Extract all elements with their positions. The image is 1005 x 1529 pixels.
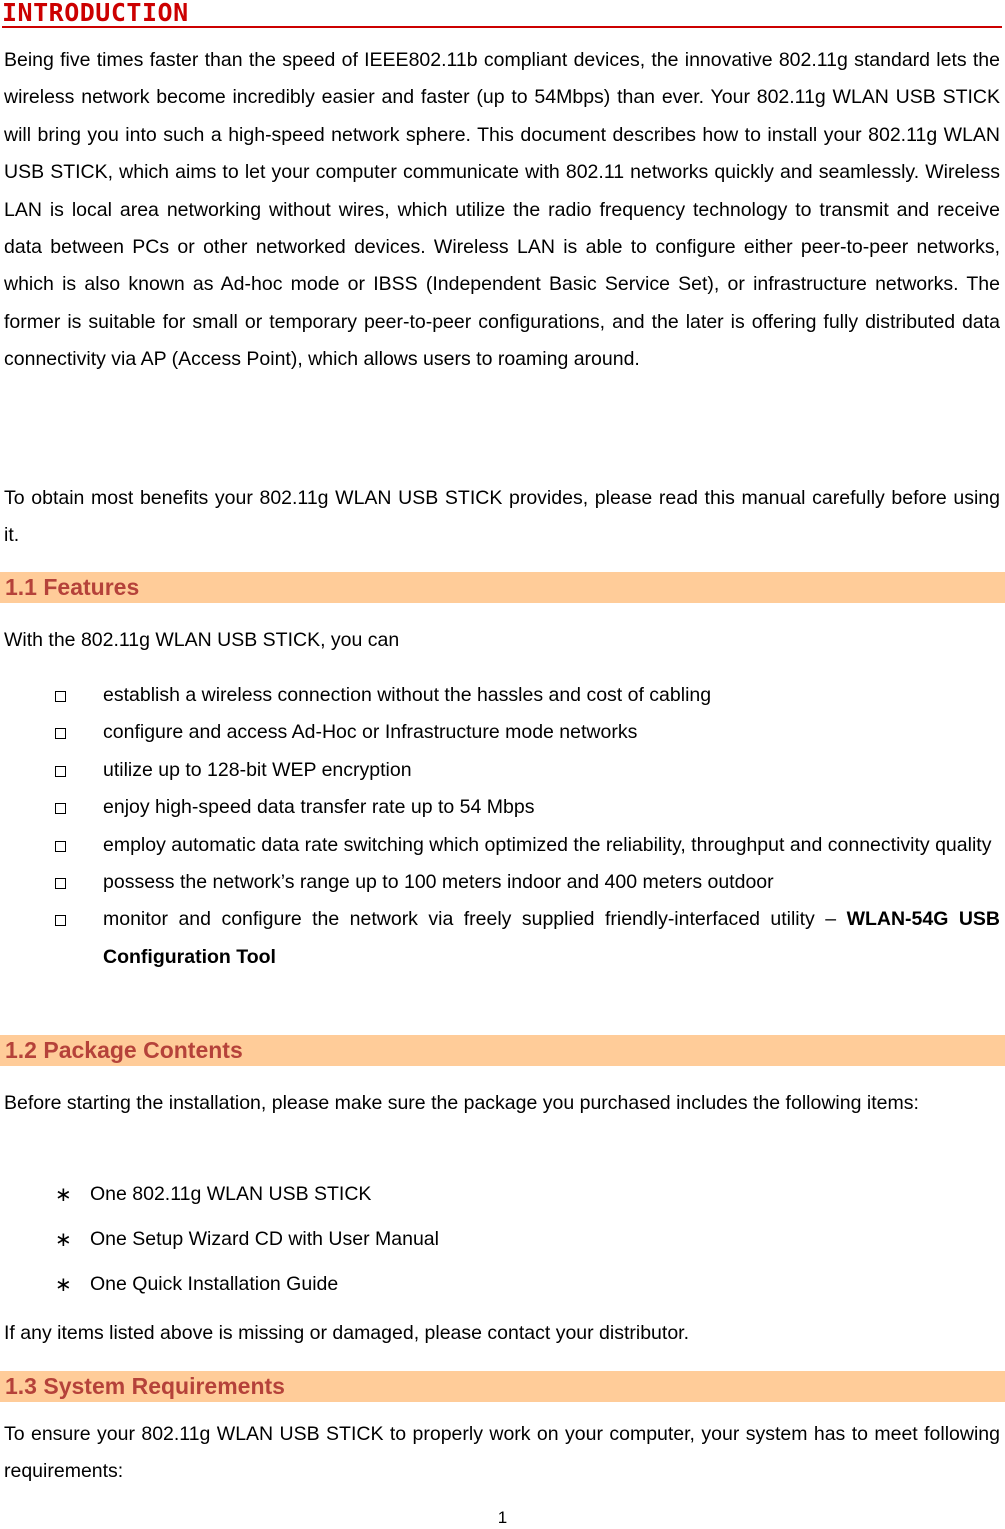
- checkbox-square-icon: [55, 841, 66, 852]
- page-title: INTRODUCTION: [2, 0, 1002, 28]
- section-requirements-heading: 1.3 System Requirements: [5, 1373, 285, 1399]
- intro-paragraph-2: To obtain most benefits your 802.11g WLAN USB STICK provides, please read this manual carefully before using it.: [4, 487, 1000, 547]
- feature-item: [0, 901, 1005, 976]
- section-features-heading: 1.1 Features: [5, 574, 140, 600]
- feature-item: establish a wireless connection without the hassles and cost of cabling: [0, 677, 1005, 714]
- section-features-bar: [0, 572, 1005, 603]
- package-item: ∗ One 802.11g WLAN USB STICK: [0, 1172, 1005, 1217]
- features-intro: With the 802.11g WLAN USB STICK, you can: [4, 629, 400, 651]
- feature-item: utilize up to 128-bit WEP encryption: [0, 752, 1005, 789]
- package-item: ∗ One Setup Wizard CD with User Manual: [0, 1217, 1005, 1262]
- feature-item: possess the network’s range up to 100 meters indoor and 400 meters outdoor: [0, 864, 1005, 901]
- package-outro: If any items listed above is missing or damaged, please contact your distributor.: [4, 1322, 690, 1344]
- features-list: [0, 677, 1005, 976]
- package-intro: Before starting the installation, please make sure the package you purchased includes the following items:: [4, 1092, 919, 1114]
- checkbox-square-icon: [55, 915, 66, 926]
- feature-item-text: monitor and configure the network via freely supplied friendly-interfaced utility –: [103, 908, 837, 931]
- asterisk-bullet-icon: ∗: [55, 1182, 72, 1206]
- checkbox-square-icon: [55, 728, 66, 739]
- asterisk-bullet-icon: ∗: [55, 1272, 72, 1296]
- feature-item: employ automatic data rate switching which optimized the reliability, throughput and connectivity quality: [0, 827, 1005, 864]
- checkbox-square-icon: [55, 766, 66, 777]
- configuration-tool-name: WLAN-54G USB Configuration Tool: [103, 908, 1001, 968]
- checkbox-square-icon: [55, 691, 66, 702]
- intro-paragraph-1: Being five times faster than the speed of IEEE802.11b compliant devices, the innovative 802.11g standard lets the wireless network become incredibly easier and faster (up to 54Mbps) than ever. Your 802.11g WLAN USB STICK will bring you into such a high-speed network sphere. This document describes how to install your 802.11g WLAN USB STICK, which aims to let your computer communicate with 802.11 networks quickly and seamlessly. Wireless LAN is local area networking without wires, which utilize the radio frequency technology to transmit and receive data between PCs or other networked devices. Wireless LAN is able to configure either peer-to-peer networks, which is also known as Ad-hoc mode or IBSS (Independent Basic Service Set), or infrastructure networks. The former is suitable for small or temporary peer-to-peer configurations, and the later is offering fully distributed data connectivity via AP (Access Point), which allows users to roaming around.: [4, 49, 1000, 371]
- checkbox-square-icon: [55, 803, 66, 814]
- page-number: 1: [497, 1508, 508, 1527]
- section-package-heading: 1.2 Package Contents: [5, 1037, 243, 1063]
- feature-item: configure and access Ad-Hoc or Infrastructure mode networks: [0, 714, 1005, 751]
- package-list: [0, 1172, 1005, 1307]
- checkbox-square-icon: [55, 878, 66, 889]
- section-package-bar: [0, 1035, 1005, 1066]
- asterisk-bullet-icon: ∗: [55, 1227, 72, 1251]
- package-item: ∗ One Quick Installation Guide: [0, 1262, 1005, 1307]
- requirements-intro: To ensure your 802.11g WLAN USB STICK to properly work on your computer, your system has to meet following requirements:: [4, 1423, 1000, 1483]
- feature-item: enjoy high-speed data transfer rate up to 54 Mbps: [0, 789, 1005, 826]
- section-requirements-bar: [0, 1371, 1005, 1402]
